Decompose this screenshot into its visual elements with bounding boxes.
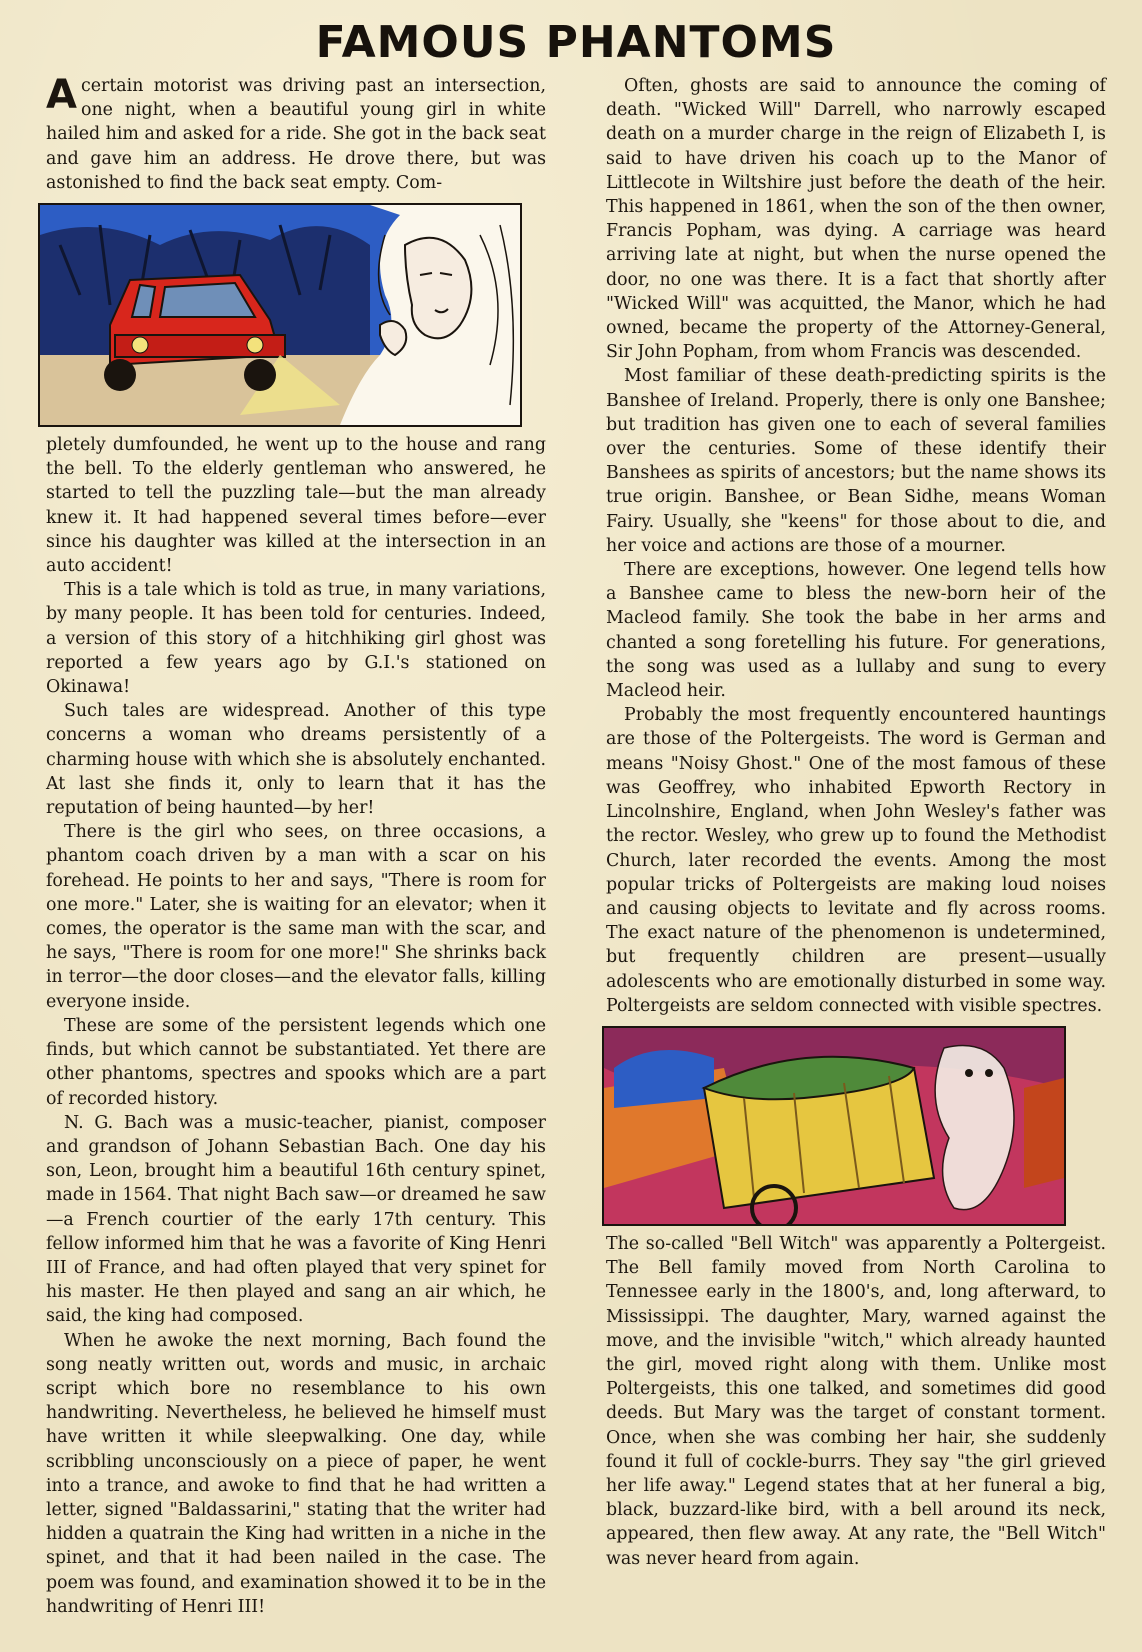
paragraph-6: N. G. Bach was a music-teacher, pianist, composer and grandson of Johann Sebastian Bach. One day his son, Leon, brought him a beautiful 16th century spinet, made in 1564. That night Bach saw—or dreamed he saw—a French courtier of the early 17th century. This fellow informed him that he was a favorite of King Henri III of France, and had often played that very spinet for his master. He then played and sang an air which, he said, the king had composed. xyxy=(46,1112,546,1327)
paragraph-r1: Often, ghosts are said to announce the coming of death. "Wicked Will" Darrell, who narrowly escaped death on a murder charge in the reign of Elizabeth I, is said to have driven his coach up to the Manor of Littlecote in Wiltshire just before the death of the heir. This happened in 1861, when the son of the then owner, Francis Popham, was dying. A carriage was heard arriving late at night, but when the nurse opened the door, no one was there. It is a fact that shortly after "Wicked Will" was acquitted, the Manor, which he had owned, became the property of the Attorney-General, Sir John Popham, from whom Francis was descended. xyxy=(606,76,1106,363)
spectre-eye-right xyxy=(985,1069,993,1077)
car-windows xyxy=(132,283,255,317)
headlight-left xyxy=(132,337,148,353)
paragraph-2: This is a tale which is told as true, in many variations, by many people. It has been told for centuries. Indeed, a version of this story of a hitchhiking girl ghost was reported a few years ago by G.I.'s stationed on Okinawa! xyxy=(46,580,546,698)
paragraph-r2: Most familiar of these death-predicting spirits is the Banshee of Ireland. Properly, there is only one Banshee; but tradition has given one to each of several families over the centuries. Some of these identify their Banshees as spirits of ancestors; but the name shows its true origin. Banshee, or Bean Sidhe, means Woman Fairy. Usually, she "keens" for those about to die, and her voice and actions are those of a mourner. xyxy=(606,366,1106,556)
wheel-front xyxy=(104,359,136,391)
hitchhiker-ghost-illustration xyxy=(38,203,522,427)
paragraph-7: When he awoke the next morning, Bach found the song neatly written out, words and music, in archaic script which bore no resemblance to his own handwriting. Nevertheless, he believed he himself must have written it while sleepwalking. One day, while scribbling unconsciously on a piece of paper, he went into a trance, and awoke to find that he had written a letter, signed "Baldassarini," stating that the writer had hidden a quatrain the King had written in a niche in the spinet, and that it had been nailed in the case. The poem was found, and examination showed it to be in the handwriting of Henri III! xyxy=(46,1330,546,1617)
wheel-rear xyxy=(244,359,276,391)
paragraph-5: These are some of the persistent legends which one finds, but which cannot be substantiated. Yet there are other phantoms, spectres and spooks which are a part of recorded history. xyxy=(46,1015,546,1109)
paragraph-4: There is the girl who sees, on three occasions, a phantom coach driven by a man with a scar on his forehead. He points to her and says, "There is room for one more." Later, she is waiting for an elevator; when it comes, the operator is the same man with the scar, and he says, "There is room for one more!" She shrinks back in terror—the door closes—and the elevator falls, killing everyone inside. xyxy=(46,822,546,1012)
right-column xyxy=(606,74,1106,1619)
paragraph-r4: Probably the most frequently encountered hauntings are those of the Poltergeists. The word is German and means "Noisy Ghost." One of the most famous of these was Geoffrey, who inhabited Epworth Rectory in Lincolnshire, England, when John Wesley's father was the rector. Wesley, who grew up to found the Methodist Church, later recorded the events. Among the most popular tricks of Poltergeists are making loud noises and causing objects to levitate and fly across rooms. The exact nature of the phenomenon is undetermined, but frequently children are present—usually adolescents who are emotionally disturbed in some way. Poltergeists are seldom connected with visible spectres. xyxy=(606,705,1106,1016)
drop-cap: A xyxy=(46,72,77,118)
headlight-right xyxy=(247,337,263,353)
paragraph-3: Such tales are widespread. Another of this type concerns a woman who dreams persistently of a charming house with which she is absolutely enchanted. At last she finds it, only to learn that it has the reputation of being haunted—by her! xyxy=(46,701,546,819)
page-title: FAMOUS PHANTOMS xyxy=(315,17,837,68)
paragraph-1a-text: certain motorist was driving past an intersection, one night, when a beautiful young girl in white hailed him and asked for a ride. She got in the back seat and gave him an address. He drove there, but was astonished to find the back seat empty. Com- xyxy=(46,76,546,193)
barn-door xyxy=(1024,1078,1064,1188)
paragraph-1b: pletely dumfounded, he went up to the house and rang the bell. To the elderly gentleman who answered, he started to tell the puzzling tale—but the man already knew it. It had happened several times before—ever since his daughter was killed at the intersection in an auto accident! xyxy=(46,435,546,577)
spectre-eye-left xyxy=(965,1069,973,1077)
left-column xyxy=(46,74,546,1619)
article-columns xyxy=(46,74,1106,1619)
bell-witch-illustration xyxy=(602,1026,1066,1226)
paragraph-1a xyxy=(46,74,546,195)
paragraph-r3: There are exceptions, however. One legend tells how a Banshee came to bless the new-born heir of the Macleod family. She took the babe in her arms and chanted a song foretelling his future. For generations, the song was used as a lullaby and sung to every Macleod heir. xyxy=(606,560,1106,702)
paragraph-r5: The so-called "Bell Witch" was apparently a Poltergeist. The Bell family moved from North Carolina to Tennessee early in the 1800's, and, long afterward, to Mississippi. The daughter, Mary, warned against the move, and the invisible "witch," which already haunted the girl, moved right along with them. Unlike most Poltergeists, this one talked, and sometimes did good deeds. But Mary was the target of constant torment. Once, when she was combing her hair, she suddenly found it full of cockle-burrs. They say "the girl grieved her life away." Legend states that at her funeral a big, black, buzzard-like bird, with a bell around its neck, appeared, then flew away. At any rate, the "Bell Witch" was never heard from again. xyxy=(606,1233,1106,1569)
